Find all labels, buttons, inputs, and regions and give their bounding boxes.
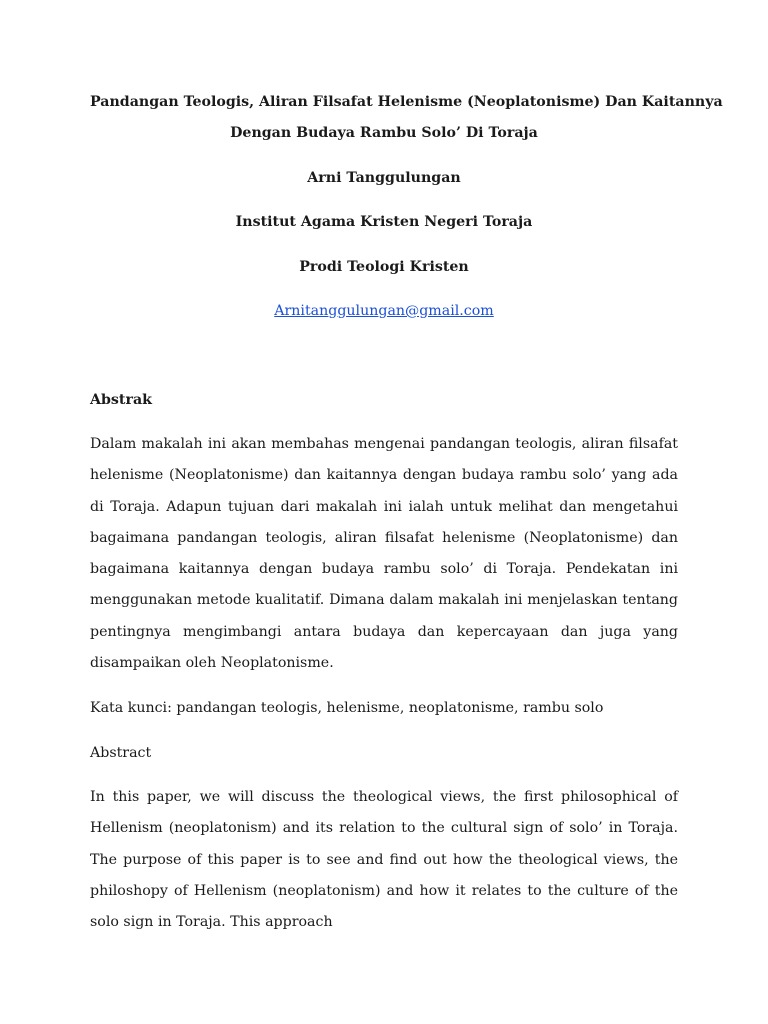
author-institution: Institut Agama Kristen Negeri Toraja: [235, 214, 533, 230]
paper-title-line-1: Pandangan Teologis, Aliran Filsafat Helenisme (Neoplatonisme) Dan Kaitannya: [90, 94, 723, 110]
abstract-heading: Abstract: [90, 745, 152, 761]
abstract-body: In this paper, we will discuss the theological views, the first philosophical of Hellenism (neoplatonism) and its relation to the cultural sign of solo’ in Toraja. The purpose of this paper is to see and find out how the theological views, the philoshopy of Hellenism (neoplatonism) and how it relates to the culture of the solo sign in Toraja. This approach: [90, 789, 678, 931]
author-name: Arni Tanggulungan: [307, 170, 461, 186]
paper-title-line-2: Dengan Budaya Rambu Solo’ Di Toraja: [230, 125, 538, 141]
author-program: Prodi Teologi Kristen: [299, 259, 469, 275]
keywords-line: Kata kunci: pandangan teologis, helenisme, neoplatonisme, rambu solo: [90, 700, 604, 716]
abstrak-heading: Abstrak: [90, 392, 152, 408]
email-line: [90, 303, 678, 319]
abstrak-body: Dalam makalah ini akan membahas mengenai pandangan teologis, aliran filsafat helenisme (Neoplatonisme) dan kaitannya dengan budaya rambu solo’ yang ada di Toraja. Adapun tujuan dari makalah ini ialah untuk melihat dan mengetahui bagaimana pandangan teologis, aliran filsafat helenisme (Neoplatonisme) dan bagaimana kaitannya dengan budaya rambu solo’ di Toraja. Pendekatan ini menggunakan metode kualitatif. Dimana dalam makalah ini menjelaskan tentang pentingnya mengimbangi antara budaya dan kepercayaan dan juga yang disampaikan oleh Neoplatonisme.: [90, 436, 678, 672]
author-email-link[interactable]: Arnitanggulungan@gmail.com: [274, 303, 494, 319]
